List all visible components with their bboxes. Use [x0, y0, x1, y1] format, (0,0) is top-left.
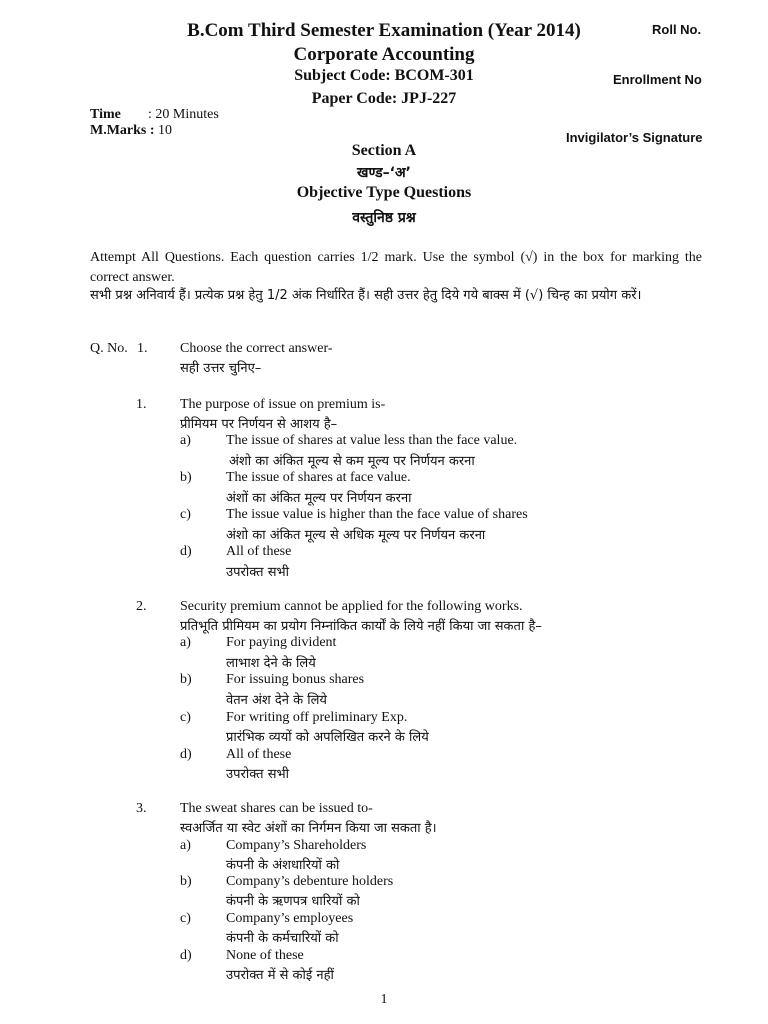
option-text-english: All of these: [226, 544, 292, 559]
subject-title: Corporate Accounting: [293, 44, 475, 65]
question-main-hindi: सही उत्तर चुनिए–: [180, 361, 262, 376]
marks-value: 10: [158, 123, 172, 138]
option-text-hindi: कंपनी के ऋणपत्र धारियों को: [226, 894, 360, 909]
option-letter: c): [180, 710, 191, 725]
option-text-hindi: वेतन अंश देने के लिये: [226, 693, 327, 708]
section-type-hindi: वस्तुनिष्ठ प्रश्न: [352, 210, 416, 226]
exam-title: B.Com Third Semester Examination (Year 2014): [187, 20, 581, 41]
invigilator-signature-label: Invigilator’s Signature: [566, 130, 703, 145]
section-name-hindi: खण्ड–‘अ’: [357, 165, 411, 181]
option-text-hindi: उपरोक्त सभी: [226, 565, 289, 580]
option-text-hindi: लाभाश देने के लिये: [226, 656, 316, 671]
question-number: 3.: [136, 801, 147, 816]
option-letter: d): [180, 747, 192, 762]
option-text-english: Company’s Shareholders: [226, 838, 367, 853]
question-label: Q. No.: [90, 341, 128, 356]
option-text-english: The issue of shares at face value.: [226, 470, 411, 485]
option-text-english: None of these: [226, 948, 304, 963]
option-letter: b): [180, 470, 192, 485]
roll-no-label: Roll No.: [652, 22, 702, 37]
option-text-hindi: अंशों का अंकित मूल्य पर निर्णयन करना: [226, 491, 412, 506]
question-number: 1.: [136, 397, 147, 412]
enrollment-no-label: Enrollment No: [613, 72, 702, 87]
paper-code: Paper Code: JPJ-227: [311, 90, 457, 107]
option-letter: b): [180, 874, 192, 889]
option-text-english: For paying divident: [226, 635, 337, 650]
option-letter: a): [180, 433, 191, 448]
question-text-english: The purpose of issue on premium is-: [180, 397, 386, 412]
time-label: Time: [90, 107, 121, 122]
instructions-hindi: सभी प्रश्न अनिवार्य हैं। प्रत्येक प्रश्न हेतु 1/2 अंक निर्धारित हैं। सही उत्तर हेतु दिये गये बाक्स में (√) चिन्ह का प्रयोग करें।: [90, 288, 642, 303]
subject-code: Subject Code: BCOM-301: [294, 67, 474, 84]
question-main-english: Choose the correct answer-: [180, 341, 333, 356]
option-text-hindi: प्रारंभिक व्ययों को अपलिखित करने के लिये: [226, 730, 429, 745]
option-text-hindi: कंपनी के अंशधारियों को: [226, 858, 340, 873]
question-main-number: 1.: [137, 341, 148, 356]
page-number: 1: [380, 992, 388, 1007]
option-letter: a): [180, 635, 191, 650]
option-letter: c): [180, 911, 191, 926]
option-text-english: For writing off preliminary Exp.: [226, 710, 408, 725]
option-letter: b): [180, 672, 192, 687]
question-text-english: Security premium cannot be applied for the following works.: [180, 599, 523, 614]
option-letter: d): [180, 948, 192, 963]
option-text-english: Company’s debenture holders: [226, 874, 394, 889]
marks-label: M.Marks :: [90, 123, 155, 138]
option-text-hindi: उपरोक्त में से कोई नहीं: [226, 968, 334, 983]
question-text-hindi: स्वअर्जित या स्वेट अंशों का निर्गमन किया जा सकता है।: [180, 821, 437, 836]
option-letter: d): [180, 544, 192, 559]
instructions-english: Attempt All Questions. Each question carries 1/2 mark. Use the symbol (√) in the box for marking the correct answer.: [90, 250, 702, 285]
option-letter: a): [180, 838, 191, 853]
question-text-hindi: प्रतिभूति प्रीमियम का प्रयोग निम्नांकित कार्यों के लिये नहीं किया जा सकता है–: [180, 619, 542, 634]
option-text-hindi: अंशो का अंकित मूल्य से अधिक मूल्य पर निर्णयन करना: [226, 528, 486, 543]
option-text-english: For issuing bonus shares: [226, 672, 365, 687]
question-number: 2.: [136, 599, 147, 614]
option-text-english: Company’s employees: [226, 911, 354, 926]
option-text-english: All of these: [226, 747, 292, 762]
time-value: : 20 Minutes: [148, 107, 219, 122]
option-text-english: The issue of shares at value less than the face value.: [226, 433, 518, 448]
option-text-hindi: कंपनी के कर्मचारियों को: [226, 931, 339, 946]
question-text-english: The sweat shares can be issued to-: [180, 801, 373, 816]
option-letter: c): [180, 507, 191, 522]
option-text-hindi: अंशो का अंकित मूल्य से कम मूल्य पर निर्णयन करना: [229, 454, 475, 469]
option-text-hindi: उपरोक्त सभी: [226, 767, 289, 782]
section-type: Objective Type Questions: [296, 184, 472, 201]
section-name: Section A: [351, 142, 417, 159]
question-text-hindi: प्रीमियम पर निर्णयन से आशय है–: [180, 417, 338, 432]
option-text-english: The issue value is higher than the face value of shares: [226, 507, 528, 522]
